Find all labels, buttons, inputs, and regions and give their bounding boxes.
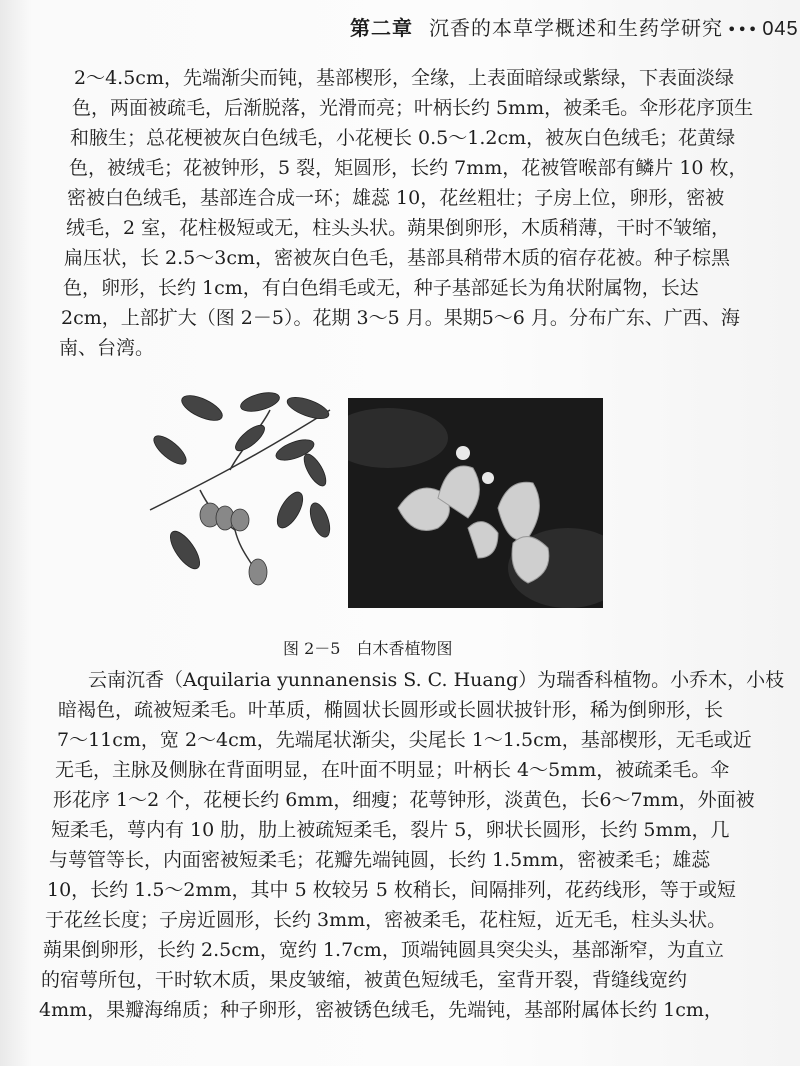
text-line: 绒毛，2 室，花柱极短或无，柱头头状。蒴果倒卵形，木质稍薄，干时不皱缩， — [66, 217, 731, 239]
text-line: 短柔毛，萼内有 10 肋，肋上被疏短柔毛，裂片 5，卵状长圆形，长约 5mm，几 — [51, 819, 730, 841]
text-line: 南、台湾。 — [59, 337, 155, 359]
text-line: 扁压状，长 2.5～3cm，密被灰白色毛，基部具稍带木质的宿存花被。种子棕黑 — [64, 247, 731, 269]
header-dots: ••• — [727, 20, 759, 39]
text-line: 云南沉香（Aquilaria yunnanensis S. C. Huang）为瑞香科植物。小乔木，小枝 — [88, 669, 785, 691]
plant-line-drawing — [140, 390, 340, 600]
text-line: 10，长约 1.5～2mm，其中 5 枚较另 5 枚稍长，间隔排列，花药线形，等于或短 — [47, 879, 736, 901]
text-line: 与萼管等长，内面密被短柔毛；花瓣先端钝圆，长约 1.5mm，密被柔毛；雄蕊 — [49, 849, 711, 871]
chapter-title: 沉香的本草学概述和生药学研究 — [429, 16, 723, 40]
text-line: 色，被绒毛；花被钟形，5 裂，矩圆形，长约 7mm，花被管喉部有鳞片 10 枚， — [69, 157, 748, 179]
text-line: 和腋生；总花梗被灰白色绒毛，小花梗长 0.5～1.2cm，被灰白色绒毛；花黄绿 — [70, 127, 736, 149]
text-line: 蒴果倒卵形，长约 2.5cm，宽约 1.7cm，顶端钝圆具突尖头，基部渐窄，为直立 — [43, 939, 724, 961]
text-line: 无毛，主脉及侧脉在背面明显，在叶面不明显；叶柄长 4～5mm，被疏柔毛。伞 — [55, 759, 730, 781]
flower-photograph — [348, 398, 603, 608]
text-line: 色，卵形，长约 1cm，有白色绢毛或无，种子基部延长为角状附属物，长达 — [63, 277, 699, 299]
figure-caption: 图 2－5 白木香植物图 — [283, 639, 453, 658]
running-header — [350, 12, 799, 52]
text-line: 的宿萼所包，干时软木质，果皮皱缩，被黄色短绒毛，室背开裂，背缝线宽约 — [41, 969, 688, 991]
text-line: 2cm，上部扩大（图 2－5）。花期 3～5 月。果期5～6 月。分布广东、广西、海 — [61, 307, 740, 329]
chapter-label: 第二章 — [350, 16, 413, 40]
page-number: 045 — [762, 18, 799, 40]
text-line: 7～11cm，宽 2～4cm，先端尾状渐尖，尖尾长 1～1.5cm，基部楔形，无毛或近 — [57, 729, 752, 751]
text-line: 4mm，果瓣海绵质；种子卵形，密被锈色绒毛，先端钝，基部附属体长约 1cm， — [39, 999, 723, 1021]
text-line: 色，两面被疏毛，后渐脱落，光滑而亮；叶柄长约 5mm，被柔毛。伞形花序顶生 — [72, 97, 754, 119]
text-line: 于花丝长度；子房近圆形，长约 3mm，密被柔毛，花柱短，近无毛，柱头头状。 — [45, 909, 727, 931]
text-line: 密被白色绒毛，基部连合成一环；雄蕊 10，花丝粗壮；子房上位，卵形，密被 — [67, 187, 725, 209]
text-line: 2～4.5cm，先端渐尖而钝，基部楔形，全缘，上表面暗绿或紫绿，下表面淡绿 — [74, 67, 734, 89]
text-line: 暗褐色，疏被短柔毛。叶革质，椭圆状长圆形或长圆状披针形，稀为倒卵形，长 — [58, 699, 724, 721]
text-line: 形花序 1～2 个，花梗长约 6mm，细瘦；花萼钟形，淡黄色，长6～7mm，外面被 — [53, 789, 755, 811]
